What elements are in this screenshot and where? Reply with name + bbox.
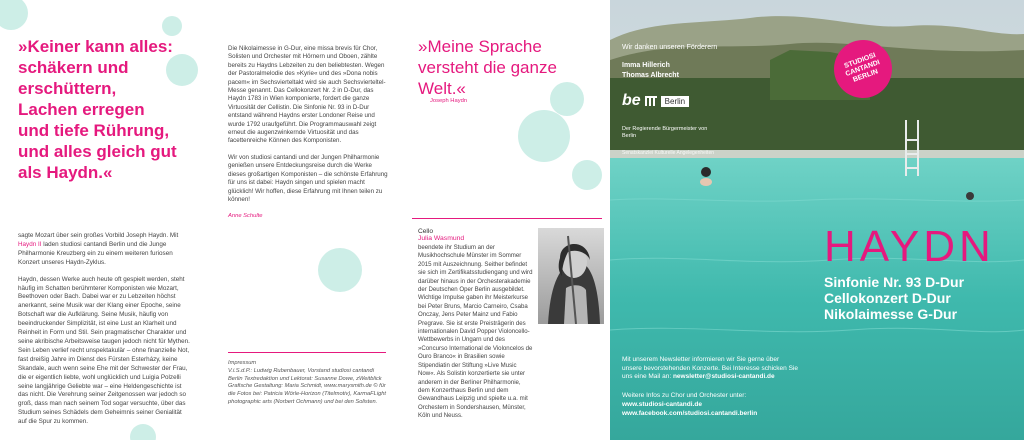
work-item: Sinfonie Nr. 93 D-Dur	[824, 274, 965, 290]
newsletter-email[interactable]: newsletter@studiosi-cantandi.de	[672, 373, 775, 381]
impressum	[228, 360, 388, 407]
soloist-photo	[538, 228, 604, 324]
soloist-bio: beendete ihr Studium an der Musikhochschule Münster im Sommer 2015 mit Auszeichnung. Seither befindet sie sich im Zertifikatsstudiengang und wird darüber hinaus in der Orchesterakademie der Deutschen Oper Berlin ausgebildet. Wichtige Impulse gaben ihr Meisterkurse bei Peter Bruns, Marcio Carneiro, Csaba Onczay, Jens Peter Mainz und Fabio Pregrave. Sie ist erste Preisträgerin des internationalen David Popper Violoncello-Wettbewerbs in Ungarn und des »Concurso International de Violoncelos de Ouro Branco« in Brasilien sowie Stipendiatin der Stiftung »Live Music Now«. Als Solistin konzertierte sie unter anderem in der Berliner Philharmonie, dem Konzerthaus Berlin und dem Gewandhaus Leipzig und spielte u.a. mit Orchestern in Sondershausen, Münster, Köln und Neuss.	[418, 244, 533, 420]
sponsor-name: Imma Hillerich	[622, 62, 670, 69]
quote-headline: »Keiner kann alles: schäkern und erschüttern, Lachen erregen und tiefe Rührung, und alles gleich gut als Haydn.«	[18, 37, 177, 182]
badge-text: STUDIOSI CANTANDI BERLIN	[843, 52, 881, 84]
program-paragraph: Die Nikolaimesse in G-Dur, eine missa brevis für Chor, Solisten und Orchester mit Hörnern und Oboen, zählte bereits zu Haydns Lebzeiten zu den beliebtesten. Wegen der Pastoralmelodie des »Kyrie« und des »Dona nobis pacem« im Sechsvierteltakt wird sie auch Sechsvierteltel-Messe genannt. Das Cellokonzert Nr. 2 in D-Dur, das Haydn 1783 in Wien komponierte, fordert die ganze Virtuosität der Cellistin. Die Sinfonie Nr. 93 in D-Dur entstand während Haydns erster Londoner Reise und wurde 1792 uraufgeführt. Die Programmauswahl zeigt erneut die augenzwinkernde Virtuosität und das facettenreiche Können des Komponisten.	[228, 45, 386, 145]
work-item: Nikolaimesse G-Dur	[824, 306, 958, 322]
concert-name: Haydn II	[18, 240, 42, 248]
newsletter-pre: Mit unserem Newsletter informieren wir Sie gerne über unsere bevorstehenden Konzerte. Bei Interesse schicken Sie uns eine Mail an:	[622, 356, 798, 381]
decor-dot	[162, 16, 182, 36]
divider-line	[412, 218, 602, 219]
soloist-section	[418, 228, 533, 421]
web-links	[622, 392, 798, 418]
newsletter-text	[622, 356, 798, 382]
intro-text-span: laden studiosi cantandi Berlin und die Junge Philharmonie Kreuzberg ein zu einem weiteren furiosen Konzert unseres Haydn-Zyklus.	[18, 240, 173, 266]
berlin-logo	[622, 92, 689, 110]
divider-line	[228, 352, 386, 353]
intro-text-span: sagte Mozart über sein großes Vorbild Joseph Haydn. Mit	[18, 232, 179, 239]
logo-berlin: Berlin	[661, 96, 689, 107]
decor-dot	[318, 248, 362, 292]
brandenburg-gate-icon	[645, 96, 657, 106]
sponsors-heading: Wir danken unseren Förderern	[622, 44, 718, 51]
decor-dot	[572, 160, 602, 190]
impressum-text: V.i.S.d.P.: Ludwig Rubenbauer, Vorstand studiosi cantandi Berlin Textredaktion und Lektorat: Susanne Dowe, zWeitblick Grafische Gestaltung: Maria Schmidt, www.marysmith.de © für die Fotos bei: Patricia Wörle-Horizon (Titelmotiv), KarmaFLight photographic arts (Norbert Ochmann) und bei den Solisten.	[228, 367, 386, 405]
works-list	[824, 274, 964, 322]
intro-paragraph	[18, 232, 190, 268]
intro-paragraph-2: Haydn, dessen Werke auch heute oft gespielt werden, steht häufig im Schatten berühmterer Komponisten wie Mozart, Beethoven oder Bach. Dabei war er zu Lebzeiten höchst anerkannt, seine Musik war der Klang einer Epoche, seine Botschaft war die Aufklärung. Seine Musik, häufig von beeindruckender Simplizität, ist eine Lust an Klarheit und Reinheit in Form und Stil. Sein pragmatischer Charakter und seine akribische Arbeitsweise taugen jedoch nicht für Mythen. Sein Leben verlief recht unspektakulär – ohne finanzielle Not, fast dreißig Jahre im Dienst des Fürsten Esterházy, keine Skandale, auch wenn seine Ehe mit der Schwester der Frau, die er eigentlich liebte, wohl unglücklich und Luigia Polzelli seine langjährige Geliebte war – eine Heldengeschichte ist das nicht. Die Verehrung seiner Zeitgenossen war jedoch so groß, dass man nach seinem Tod sogar versuchte, über das Studium seines Schädels dem Geheimnis seiner Genialität auf die Spur zu kommen.	[18, 275, 190, 426]
web-heading: Weitere Infos zu Chor und Orchester unter:	[622, 392, 747, 399]
cover-panel	[610, 0, 1024, 440]
impressum-heading: Impressum	[228, 360, 257, 366]
sponsor-name: Thomas Albrecht	[622, 72, 679, 79]
signature: Anne Schulte	[228, 213, 263, 220]
cover-title: HAYDN	[824, 222, 995, 271]
facebook-link[interactable]: www.facebook.com/studiosi.cantandi.berlin	[622, 409, 758, 417]
senate-dept: Senatskanzlei Kulturelle Angelegenheiten	[622, 150, 715, 156]
program-paragraph-2: Wir von studiosi cantandi und der Jungen Philharmonie genießen unsere Entdeckungsreise durch die Werke dieses großartigen Komponisten – die schönste Erfahrung für uns ist dabei: Haydn singen und spielen macht glücklich! Wir hoffen, diese Erfahrung mit Ihnen teilen zu können!	[228, 153, 388, 203]
senate-text: Der Regierende Bürgermeister von Berlin	[622, 126, 708, 139]
soloist-instrument: Cello	[418, 228, 434, 235]
quote-secondary: »Meine Sprache versteht die ganze Welt.«	[418, 37, 557, 98]
logo-be: be	[622, 92, 641, 109]
quote-author: Joseph Haydn	[430, 98, 468, 104]
intro-text	[18, 232, 190, 427]
website-link[interactable]: www.studiosi-cantandi.de	[622, 400, 702, 408]
decor-dot	[0, 0, 28, 30]
program-notes	[228, 45, 388, 221]
soloist-name: Julia Wasmund	[418, 235, 465, 242]
work-item: Cellokonzert D-Dur	[824, 290, 951, 306]
decor-dot	[518, 110, 570, 162]
